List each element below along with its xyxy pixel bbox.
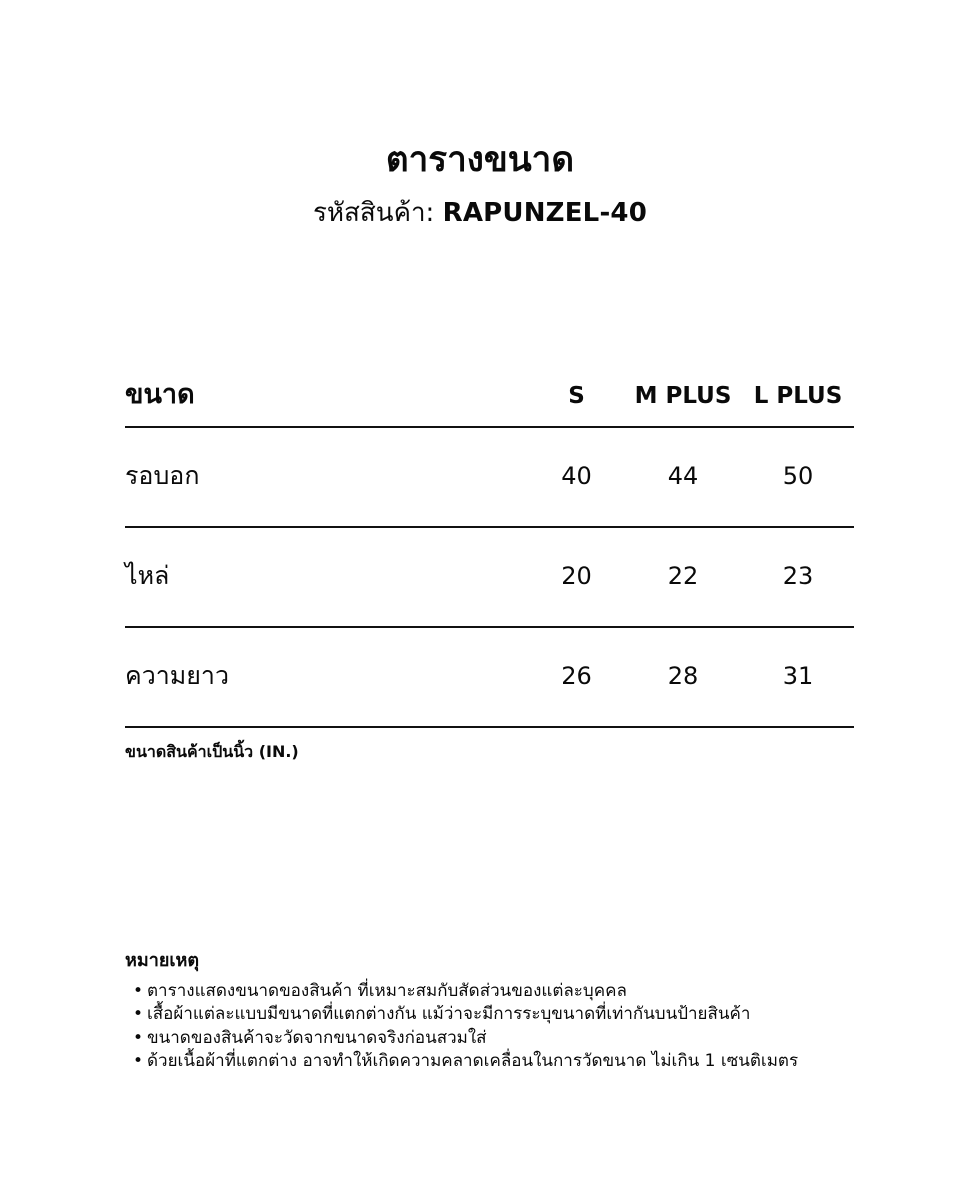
note-text: ขนาดของสินค้าจะวัดจากขนาดจริงก่อนสวมใส่ bbox=[147, 1027, 487, 1048]
cell-shoulder-l-plus: 23 bbox=[782, 561, 814, 590]
cell-chest-l-plus: 50 bbox=[782, 461, 814, 490]
bullet-icon: • bbox=[133, 1004, 144, 1025]
bullet-icon: • bbox=[133, 1050, 144, 1071]
size-table-head bbox=[125, 380, 854, 427]
column-header-size-m-plus: M PLUS bbox=[634, 383, 732, 410]
size-table bbox=[125, 380, 854, 726]
notes-title: หมายเหตุ bbox=[125, 950, 200, 971]
note-text: เสื้อผ้าแต่ละแบบมีขนาดที่แตกต่างกัน แม้ว่าจะมีการระบุขนาดที่เท่ากันบนป้ายสินค้า bbox=[147, 1004, 751, 1025]
table-row bbox=[125, 527, 854, 627]
column-header-measurement: ขนาด bbox=[125, 379, 195, 410]
table-row bbox=[125, 627, 854, 726]
note-text: ด้วยเนื้อผ้าที่แตกต่าง อาจทำให้เกิดความคลาดเคลื่อนในการวัดขนาด ไม่เกิน 1 เซนติเมตร bbox=[147, 1050, 799, 1071]
row-label-length: ความยาว bbox=[125, 661, 230, 691]
note-text: ตารางแสดงขนาดของสินค้า ที่เหมาะสมกับสัดส่วนของแต่ละบุคคล bbox=[147, 980, 627, 1001]
cell-chest-s: 40 bbox=[561, 461, 592, 490]
cell-length-s: 26 bbox=[561, 661, 592, 690]
column-header-size-l-plus: L PLUS bbox=[753, 383, 843, 410]
product-code-label: รหัสสินค้า: bbox=[312, 198, 435, 229]
column-header-size-s: S bbox=[568, 383, 585, 410]
product-code bbox=[0, 198, 960, 229]
cell-chest-m-plus: 44 bbox=[667, 461, 699, 490]
list-item bbox=[125, 1003, 885, 1026]
notes-list bbox=[125, 980, 885, 1074]
bullet-icon: • bbox=[133, 980, 144, 1001]
table-row bbox=[125, 427, 854, 527]
cell-shoulder-s: 20 bbox=[561, 561, 592, 590]
row-label-chest: รอบอก bbox=[125, 461, 200, 491]
row-label-shoulder: ไหล่ bbox=[125, 561, 170, 591]
cell-length-m-plus: 28 bbox=[667, 661, 699, 690]
unit-note: ขนาดสินค้าเป็นนิ้ว (IN.) bbox=[125, 742, 299, 762]
cell-shoulder-m-plus: 22 bbox=[667, 561, 699, 590]
size-table-container bbox=[125, 380, 854, 761]
size-table-body bbox=[125, 427, 854, 726]
bullet-icon: • bbox=[133, 1027, 144, 1048]
table-header-row bbox=[125, 380, 854, 427]
product-code-value: RAPUNZEL-40 bbox=[442, 198, 648, 229]
table-bottom-divider bbox=[125, 726, 854, 729]
list-item bbox=[125, 980, 885, 1003]
list-item bbox=[125, 1027, 885, 1050]
cell-length-l-plus: 31 bbox=[782, 661, 814, 690]
list-item bbox=[125, 1050, 885, 1073]
notes-block bbox=[125, 950, 885, 1073]
heading-block bbox=[0, 140, 960, 229]
page-title: ตารางขนาด bbox=[385, 140, 575, 180]
